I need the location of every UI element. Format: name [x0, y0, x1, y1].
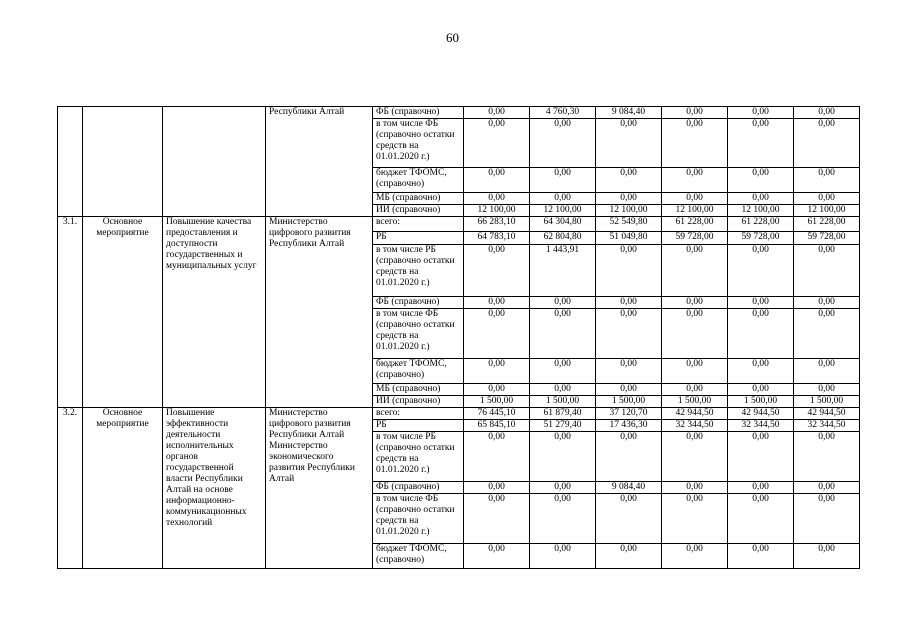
value-cell: 61 228,00 [662, 217, 728, 232]
value-cell: 0,00 [728, 482, 794, 494]
value-cell: 0,00 [464, 193, 530, 205]
value-cell: 37 120,70 [596, 408, 662, 420]
value-cell: 0,00 [464, 432, 530, 482]
value-cell: 32 344,50 [728, 420, 794, 432]
value-cell: 0,00 [530, 297, 596, 309]
value-cell: 0,00 [464, 309, 530, 359]
value-cell: 0,00 [464, 544, 530, 569]
value-cell: 0,00 [596, 359, 662, 384]
value-cell: 32 344,50 [662, 420, 728, 432]
source-label: ФБ (справочно) [373, 482, 464, 494]
value-cell: 0,00 [596, 119, 662, 168]
value-cell: 32 344,50 [794, 420, 860, 432]
budget-table [57, 106, 860, 569]
source-label: в том числе РБ (справочно остатки средств на 01.01.2020 г.) [373, 245, 464, 297]
value-cell: 0,00 [662, 107, 728, 119]
value-cell: 0,00 [464, 297, 530, 309]
value-cell: 0,00 [794, 309, 860, 359]
value-cell: 59 728,00 [794, 232, 860, 245]
value-cell: 1 500,00 [728, 396, 794, 408]
table-row [58, 217, 860, 232]
value-cell: 0,00 [596, 544, 662, 569]
value-cell: 61 228,00 [728, 217, 794, 232]
value-cell: 51 049,80 [596, 232, 662, 245]
value-cell: 61 879,40 [530, 408, 596, 420]
executor-cell: Республики Алтай [266, 107, 373, 217]
page-number: 60 [446, 30, 459, 45]
source-label: бюджет ТФОМС, (справочно) [373, 544, 464, 569]
value-cell: 0,00 [530, 544, 596, 569]
source-label: всего: [373, 217, 464, 232]
value-cell: 0,00 [464, 359, 530, 384]
source-label: МБ (справочно) [373, 384, 464, 396]
value-cell: 76 445,10 [464, 408, 530, 420]
value-cell: 1 500,00 [464, 396, 530, 408]
value-cell: 0,00 [464, 245, 530, 297]
value-cell: 0,00 [728, 168, 794, 193]
value-cell: 0,00 [794, 107, 860, 119]
table-row [58, 107, 860, 119]
row-number-cell [58, 107, 83, 217]
value-cell: 1 500,00 [794, 396, 860, 408]
value-cell: 42 944,50 [728, 408, 794, 420]
value-cell: 66 283,10 [464, 217, 530, 232]
value-cell: 1 443,91 [530, 245, 596, 297]
source-label: в том числе РБ (справочно остатки средств на 01.01.2020 г.) [373, 432, 464, 482]
value-cell: 0,00 [596, 494, 662, 544]
value-cell: 0,00 [662, 432, 728, 482]
activity-name: Повышение эффективности деятельности исполнительных органов государственной власти Республики Алтай на основе информационно-коммуникационных технологий [163, 408, 266, 569]
source-label: бюджет ТФОМС, (справочно) [373, 359, 464, 384]
value-cell: 12 100,00 [794, 205, 860, 217]
value-cell: 0,00 [794, 384, 860, 396]
value-cell: 42 944,50 [794, 408, 860, 420]
source-label: всего: [373, 408, 464, 420]
value-cell: 0,00 [530, 482, 596, 494]
value-cell: 0,00 [794, 432, 860, 482]
value-cell: 0,00 [464, 168, 530, 193]
source-label: в том числе ФБ (справочно остатки средств на 01.01.2020 г.) [373, 309, 464, 359]
source-label: ИИ (справочно) [373, 396, 464, 408]
source-label: МБ (справочно) [373, 193, 464, 205]
value-cell: 4 760,30 [530, 107, 596, 119]
table-body [58, 107, 860, 569]
value-cell: 0,00 [728, 193, 794, 205]
row-number: 3.2. [58, 408, 83, 569]
value-cell: 0,00 [728, 309, 794, 359]
value-cell: 0,00 [728, 119, 794, 168]
row-number: 3.1. [58, 217, 83, 408]
value-cell: 0,00 [794, 359, 860, 384]
value-cell: 12 100,00 [596, 205, 662, 217]
table-row [58, 408, 860, 420]
value-cell: 1 500,00 [596, 396, 662, 408]
source-label: ФБ (справочно) [373, 297, 464, 309]
value-cell: 0,00 [530, 119, 596, 168]
value-cell: 0,00 [596, 193, 662, 205]
activity-type: Основное мероприятие [83, 408, 163, 569]
value-cell: 51 279,40 [530, 420, 596, 432]
value-cell: 0,00 [530, 359, 596, 384]
value-cell: 0,00 [728, 245, 794, 297]
value-cell: 65 845,10 [464, 420, 530, 432]
executor-cell: Министерство цифрового развития Республики Алтай Министерство экономического развития Республики Алтай [266, 408, 373, 569]
value-cell: 0,00 [728, 494, 794, 544]
value-cell: 62 804,80 [530, 232, 596, 245]
value-cell: 0,00 [794, 119, 860, 168]
source-label: ИИ (справочно) [373, 205, 464, 217]
value-cell: 0,00 [596, 384, 662, 396]
value-cell: 17 436,30 [596, 420, 662, 432]
value-cell: 0,00 [464, 119, 530, 168]
value-cell: 0,00 [794, 544, 860, 569]
value-cell: 0,00 [794, 245, 860, 297]
value-cell: 0,00 [662, 482, 728, 494]
value-cell: 0,00 [662, 245, 728, 297]
value-cell: 1 500,00 [662, 396, 728, 408]
value-cell: 0,00 [596, 297, 662, 309]
value-cell: 12 100,00 [728, 205, 794, 217]
name-cell [163, 107, 266, 217]
source-label: в том числе ФБ (справочно остатки средств на 01.01.2020 г.) [373, 494, 464, 544]
value-cell: 12 100,00 [530, 205, 596, 217]
source-label: РБ [373, 232, 464, 245]
value-cell: 0,00 [530, 384, 596, 396]
value-cell: 0,00 [662, 297, 728, 309]
value-cell: 59 728,00 [728, 232, 794, 245]
value-cell: 0,00 [596, 432, 662, 482]
value-cell: 61 228,00 [794, 217, 860, 232]
value-cell: 0,00 [596, 309, 662, 359]
value-cell: 0,00 [728, 359, 794, 384]
value-cell: 12 100,00 [464, 205, 530, 217]
value-cell: 59 728,00 [662, 232, 728, 245]
value-cell: 0,00 [596, 168, 662, 193]
value-cell: 0,00 [530, 432, 596, 482]
value-cell: 42 944,50 [662, 408, 728, 420]
value-cell: 0,00 [794, 482, 860, 494]
value-cell: 0,00 [662, 544, 728, 569]
value-cell: 0,00 [662, 119, 728, 168]
value-cell: 0,00 [662, 309, 728, 359]
value-cell: 1 500,00 [530, 396, 596, 408]
value-cell: 0,00 [596, 245, 662, 297]
value-cell: 0,00 [728, 384, 794, 396]
value-cell: 0,00 [794, 168, 860, 193]
value-cell: 9 084,40 [596, 107, 662, 119]
value-cell: 0,00 [728, 297, 794, 309]
value-cell: 0,00 [728, 432, 794, 482]
source-label: РБ [373, 420, 464, 432]
activity-type: Основное мероприятие [83, 217, 163, 408]
value-cell: 0,00 [728, 107, 794, 119]
value-cell: 0,00 [464, 384, 530, 396]
value-cell: 0,00 [464, 494, 530, 544]
value-cell: 0,00 [794, 494, 860, 544]
activity-name: Повышение качества предоставления и доступности государственных и муниципальных услуг [163, 217, 266, 408]
value-cell: 64 304,80 [530, 217, 596, 232]
value-cell: 0,00 [728, 544, 794, 569]
executor-cell: Министерство цифрового развития Республики Алтай [266, 217, 373, 408]
value-cell: 0,00 [530, 193, 596, 205]
value-cell: 0,00 [662, 384, 728, 396]
source-label: в том числе ФБ (справочно остатки средств на 01.01.2020 г.) [373, 119, 464, 168]
value-cell: 9 084,40 [596, 482, 662, 494]
value-cell: 12 100,00 [662, 205, 728, 217]
value-cell: 0,00 [662, 193, 728, 205]
value-cell: 0,00 [530, 309, 596, 359]
value-cell: 0,00 [530, 494, 596, 544]
value-cell: 0,00 [794, 297, 860, 309]
type-cell [83, 107, 163, 217]
value-cell: 0,00 [662, 494, 728, 544]
source-label: ФБ (справочно) [373, 107, 464, 119]
value-cell: 0,00 [662, 359, 728, 384]
value-cell: 0,00 [662, 168, 728, 193]
value-cell: 0,00 [464, 482, 530, 494]
value-cell: 0,00 [794, 193, 860, 205]
value-cell: 0,00 [530, 168, 596, 193]
value-cell: 0,00 [464, 107, 530, 119]
source-label: бюджет ТФОМС, (справочно) [373, 168, 464, 193]
value-cell: 64 783,10 [464, 232, 530, 245]
value-cell: 52 549,80 [596, 217, 662, 232]
